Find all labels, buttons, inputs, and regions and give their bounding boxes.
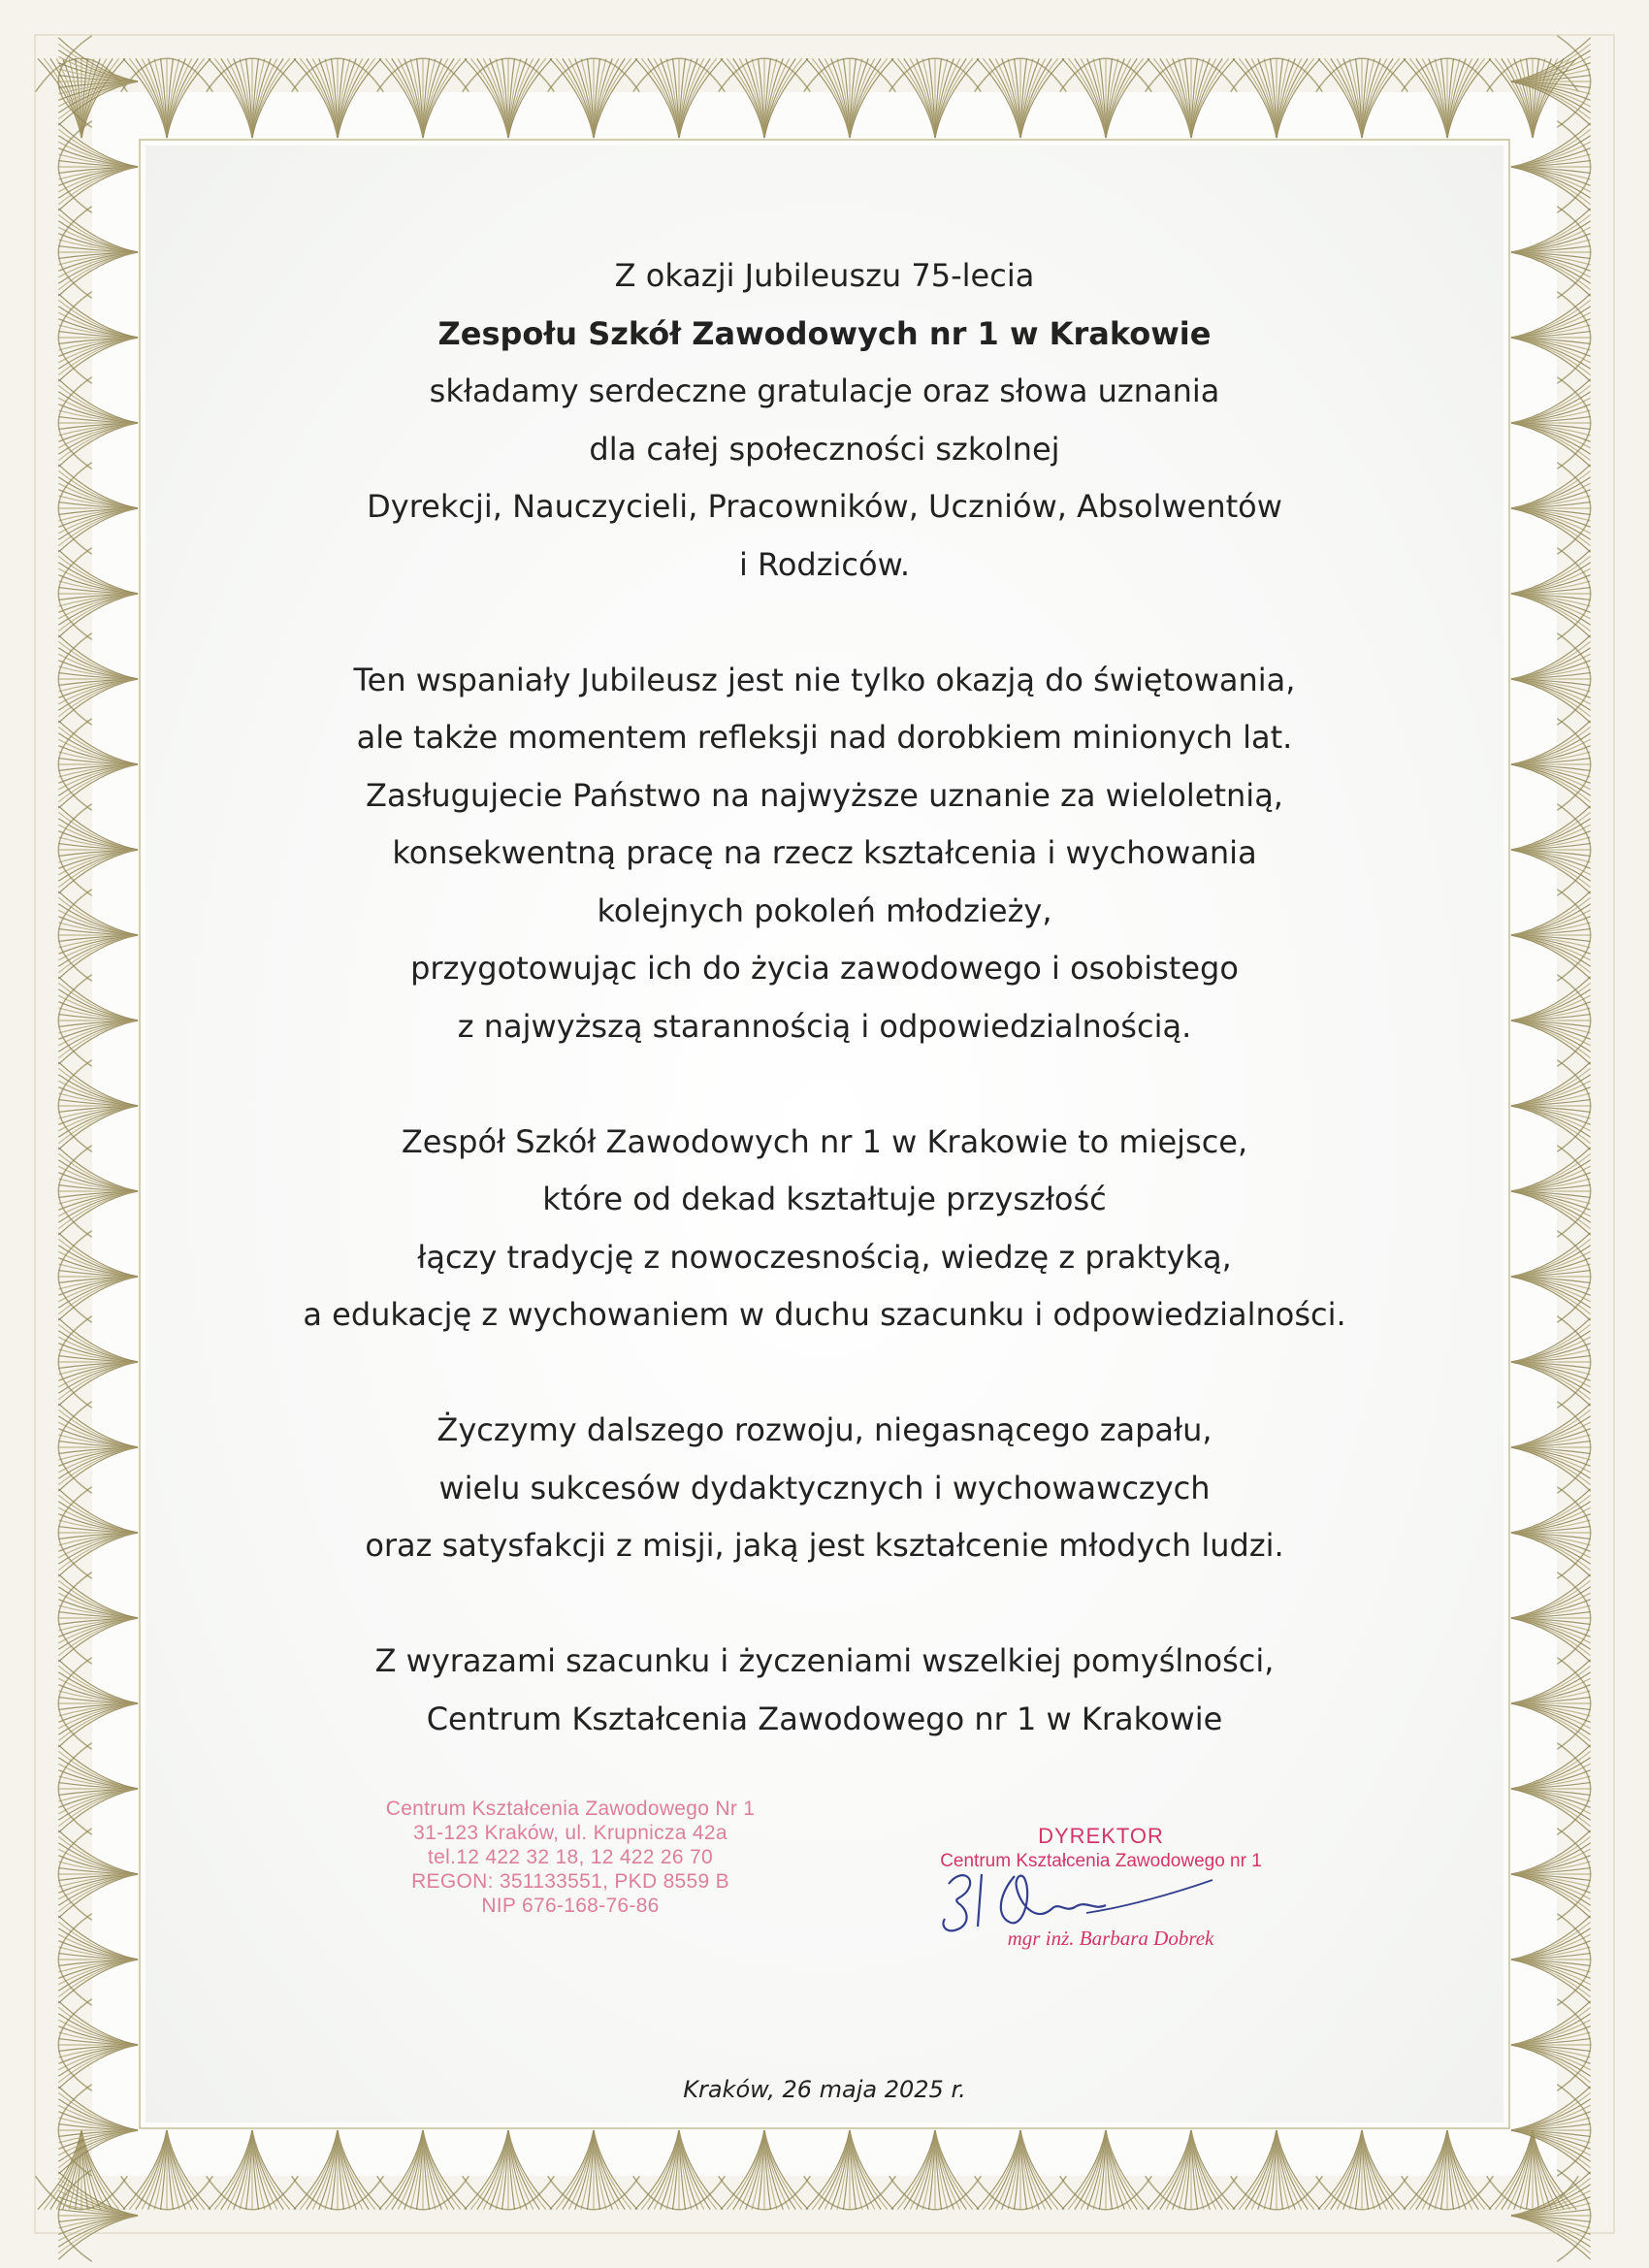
letter-line: konsekwentną pracę na rzecz kształcenia i wychowania	[392, 834, 1257, 871]
letter-line: z najwyższą starannością i odpowiedzialnością.	[457, 1007, 1192, 1045]
letter-line: Zasługujecie Państwo na najwyższe uznanie za wieloletnią,	[366, 776, 1283, 814]
director-stamp	[912, 1816, 1290, 1961]
letter-line: składamy serdeczne gratulacje oraz słowa uznania	[429, 373, 1220, 409]
letter-line: które od dekad kształtuje przyszłość	[542, 1181, 1107, 1217]
director-title: DYREKTOR	[1038, 1824, 1164, 1848]
stamp-line: NIP 676-168-76-86	[481, 1895, 660, 1917]
letter-line: dla całej społeczności szkolnej	[589, 430, 1060, 468]
letter-paragraph	[223, 1633, 1426, 1748]
letter-paragraph	[223, 652, 1426, 1056]
letter-line: Ten wspaniały Jubileusz jest nie tylko okazją do świętowania,	[353, 661, 1296, 698]
letter-line: łączy tradycję z nowoczesnością, wiedzę z praktyką,	[417, 1238, 1232, 1276]
letter-line: ale także momentem refleksji nad dorobkiem minionych lat.	[356, 719, 1293, 756]
letter-paragraph	[223, 1114, 1426, 1345]
letter-line: i Rodziców.	[738, 545, 910, 583]
letter-line: kolejnych pokoleń młodzieży,	[597, 891, 1052, 929]
stamp-line: Centrum Kształcenia Zawodowego Nr 1	[385, 1798, 756, 1820]
letter-line: Z wyrazami szacunku i życzeniami wszelkiej pomyślności,	[374, 1642, 1275, 1679]
stamp-line: 31-123 Kraków, ul. Krupnicza 42a	[413, 1822, 728, 1844]
letter-line: Z okazji Jubileuszu 75-lecia	[614, 257, 1035, 294]
letter-body	[223, 247, 1426, 1748]
director-name: mgr inż. Barbara Dobrek	[1007, 1927, 1214, 1950]
letter-line: a edukację z wychowaniem w duchu szacunku i odpowiedzialności.	[303, 1296, 1346, 1333]
stamp-line: REGON: 351133551, PKD 8559 B	[411, 1870, 729, 1893]
letter-line: wielu sukcesów dydaktycznych i wychowawczych	[438, 1469, 1211, 1507]
date-line: Kraków, 26 maja 2025 r.	[683, 2076, 966, 2103]
letter-paragraph	[223, 247, 1426, 594]
letter-line: Zespół Szkół Zawodowych nr 1 w Krakowie to miejsce,	[401, 1122, 1248, 1160]
institution-stamp	[380, 1797, 760, 1918]
letter-paragraph	[223, 1402, 1426, 1575]
director-organization: Centrum Kształcenia Zawodowego nr 1	[940, 1851, 1262, 1871]
letter-line-bold: Zespołu Szkół Zawodowych nr 1 w Krakowie	[437, 314, 1212, 352]
letter-line: oraz satysfakcji z misji, jaką jest kształcenie młodych ludzi.	[365, 1527, 1284, 1564]
letter-line: przygotowując ich do życia zawodowego i osobistego	[410, 950, 1239, 987]
letter-line: Dyrekcji, Nauczycieli, Pracowników, Uczniów, Absolwentów	[367, 488, 1282, 525]
letter-line: Życzymy dalszego rozwoju, niegasnącego zapału,	[436, 1411, 1212, 1448]
letter-line: Centrum Kształcenia Zawodowego nr 1 w Krakowie	[426, 1700, 1223, 1737]
stamp-line: tel.12 422 32 18, 12 422 26 70	[428, 1846, 713, 1868]
